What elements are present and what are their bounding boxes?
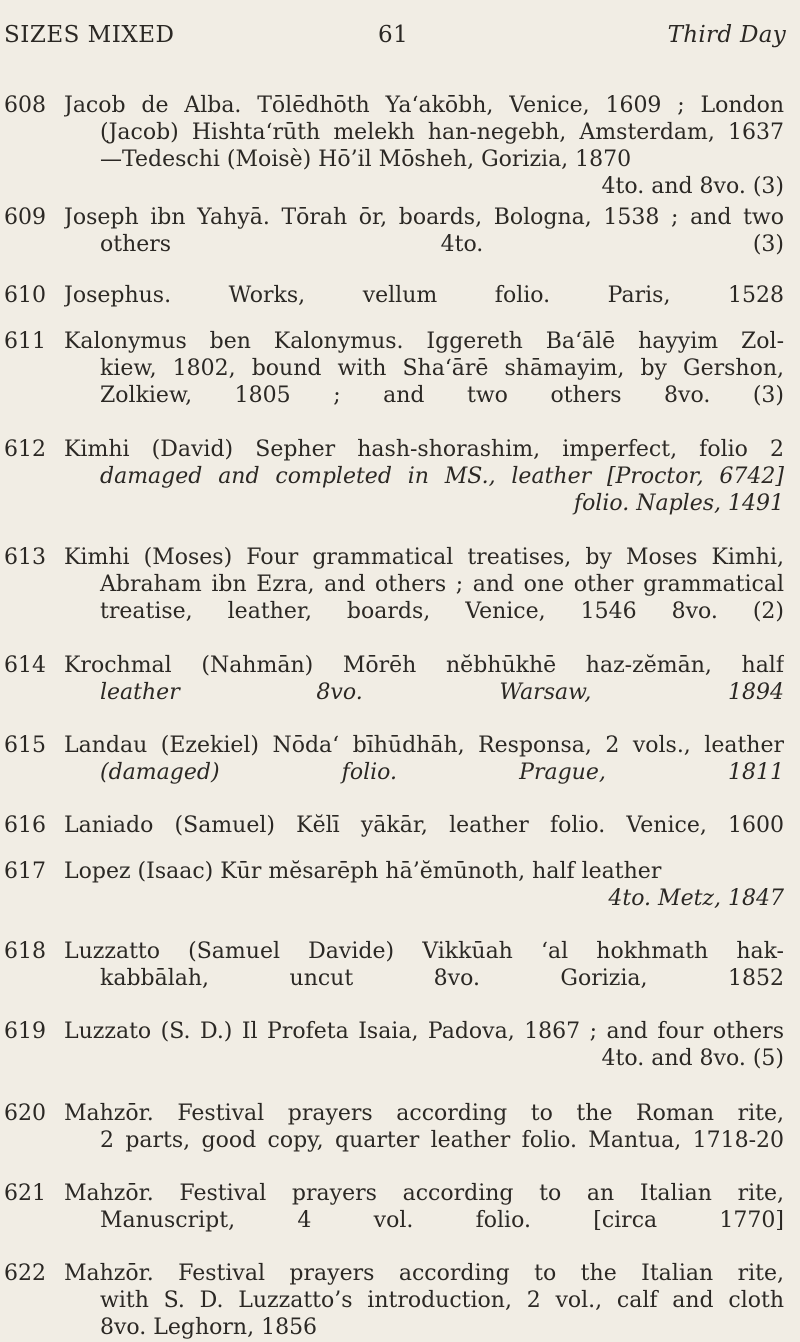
- lot-entry: [0, 1260, 800, 1342]
- lot-entry: [0, 858, 800, 938]
- lot-entry: [0, 652, 800, 732]
- entry-line: Kalonymus ben Kalonymus. Iggereth Ba‘ālē hayyim Zol-: [64, 329, 784, 354]
- entry-line: Luzzatto (Samuel Davide) Vikkūah ‘al hokhmath hak-: [64, 939, 784, 964]
- entry-line: with S. D. Luzzatto’s introduction, 2 vol., calf and cloth: [100, 1288, 784, 1313]
- entry-line: 4to. and 8vo. (3): [601, 174, 784, 199]
- lot-number: 617: [4, 859, 46, 884]
- lot-number: 612: [4, 437, 46, 462]
- lot-number: 613: [4, 545, 46, 570]
- entry-line: kabbālah, uncut 8vo. Gorizia, 1852: [100, 966, 784, 991]
- entry-line: 4to. and 8vo. (5): [601, 1046, 784, 1071]
- entry-line: Josephus. Works, vellum folio. Paris, 1528: [64, 283, 784, 308]
- entry-line: Krochmal (Nahmān) Mōrēh nĕbhūkhē haz-zĕmān, half: [64, 653, 784, 678]
- entry-line: 4to. Metz, 1847: [608, 886, 784, 911]
- lot-number: 609: [4, 205, 46, 230]
- lot-number: 621: [4, 1181, 46, 1206]
- lot-entry: [0, 436, 800, 544]
- lot-entry: [0, 1018, 800, 1100]
- page-number: 61: [378, 22, 409, 48]
- entry-line: 2 parts, good copy, quarter leather folio. Mantua, 1718-20: [100, 1128, 784, 1153]
- entry-line: Kimhi (David) Sepher hash-shorashim, imperfect, folio 2: [64, 437, 784, 462]
- entry-line: Mahzōr. Festival prayers according to the Roman rite,: [64, 1101, 784, 1126]
- entry-line: Mahzōr. Festival prayers according to an Italian rite,: [64, 1181, 784, 1206]
- lot-entry: [0, 1100, 800, 1180]
- lot-number: 619: [4, 1019, 46, 1044]
- lot-number: 615: [4, 733, 46, 758]
- lot-number: 614: [4, 653, 46, 678]
- entry-line: (Jacob) Hishta‘rūth melekh han-negebh, Amsterdam, 1637: [100, 120, 784, 145]
- entry-line: Lopez (Isaac) Kūr mĕsarēph hā’ĕmūnoth, half leather: [64, 859, 662, 884]
- entry-line: Abraham ibn Ezra, and others ; and one other grammatical: [100, 572, 784, 597]
- lot-entry: [0, 282, 800, 328]
- header-right: Third Day: [667, 22, 786, 48]
- lot-entry: [0, 92, 800, 204]
- entry-line: Joseph ibn Yahyā. Tōrah ōr, boards, Bologna, 1538 ; and two: [64, 205, 784, 230]
- entry-line: damaged and completed in MS., leather [Proctor, 6742]: [100, 464, 784, 489]
- entry-line: —Tedeschi (Moisè) Hō’il Mōsheh, Gorizia, 1870: [100, 147, 632, 172]
- lot-number: 616: [4, 813, 46, 838]
- entry-line: (damaged) folio. Prague, 1811: [100, 760, 784, 785]
- lot-number: 620: [4, 1101, 46, 1126]
- lot-number: 611: [4, 329, 46, 354]
- entry-line: Luzzato (S. D.) Il Profeta Isaia, Padova, 1867 ; and four others: [64, 1019, 784, 1044]
- entry-line: 8vo. Leghorn, 1856: [100, 1315, 318, 1340]
- entry-line: others 4to. (3): [100, 232, 784, 257]
- entry-line: Kimhi (Moses) Four grammatical treatises, by Moses Kimhi,: [64, 545, 784, 570]
- lot-entry: [0, 204, 800, 282]
- lot-entry: [0, 938, 800, 1018]
- entry-line: folio. Naples, 1491: [573, 491, 784, 516]
- lot-number: 622: [4, 1261, 46, 1286]
- entry-line: kiew, 1802, bound with Sha‘ārē shāmayim, by Gershon,: [100, 356, 784, 381]
- lot-entry: [0, 544, 800, 652]
- lot-entry: [0, 328, 800, 436]
- entry-line: Landau (Ezekiel) Nōda‘ bīhūdhāh, Responsa, 2 vols., leather: [64, 733, 784, 758]
- lot-number: 618: [4, 939, 46, 964]
- catalogue-entries: [0, 92, 800, 1342]
- entry-line: Laniado (Samuel) Kĕlī yākār, leather folio. Venice, 1600: [64, 813, 784, 838]
- lot-entry: [0, 1180, 800, 1260]
- entry-line: Manuscript, 4 vol. folio. [circa 1770]: [100, 1208, 784, 1233]
- page-header: [0, 22, 800, 58]
- entry-line: Zolkiew, 1805 ; and two others 8vo. (3): [100, 383, 784, 408]
- entry-line: treatise, leather, boards, Venice, 1546 8vo. (2): [100, 599, 784, 624]
- lot-number: 610: [4, 283, 46, 308]
- lot-number: 608: [4, 93, 46, 118]
- entry-line: leather 8vo. Warsaw, 1894: [100, 680, 784, 705]
- header-left: SIZES MIXED: [4, 22, 175, 48]
- lot-entry: [0, 812, 800, 858]
- entry-line: Jacob de Alba. Tōlēdhōth Ya‘akōbh, Venice, 1609 ; London: [64, 93, 784, 118]
- entry-line: Mahzōr. Festival prayers according to the Italian rite,: [64, 1261, 784, 1286]
- lot-entry: [0, 732, 800, 812]
